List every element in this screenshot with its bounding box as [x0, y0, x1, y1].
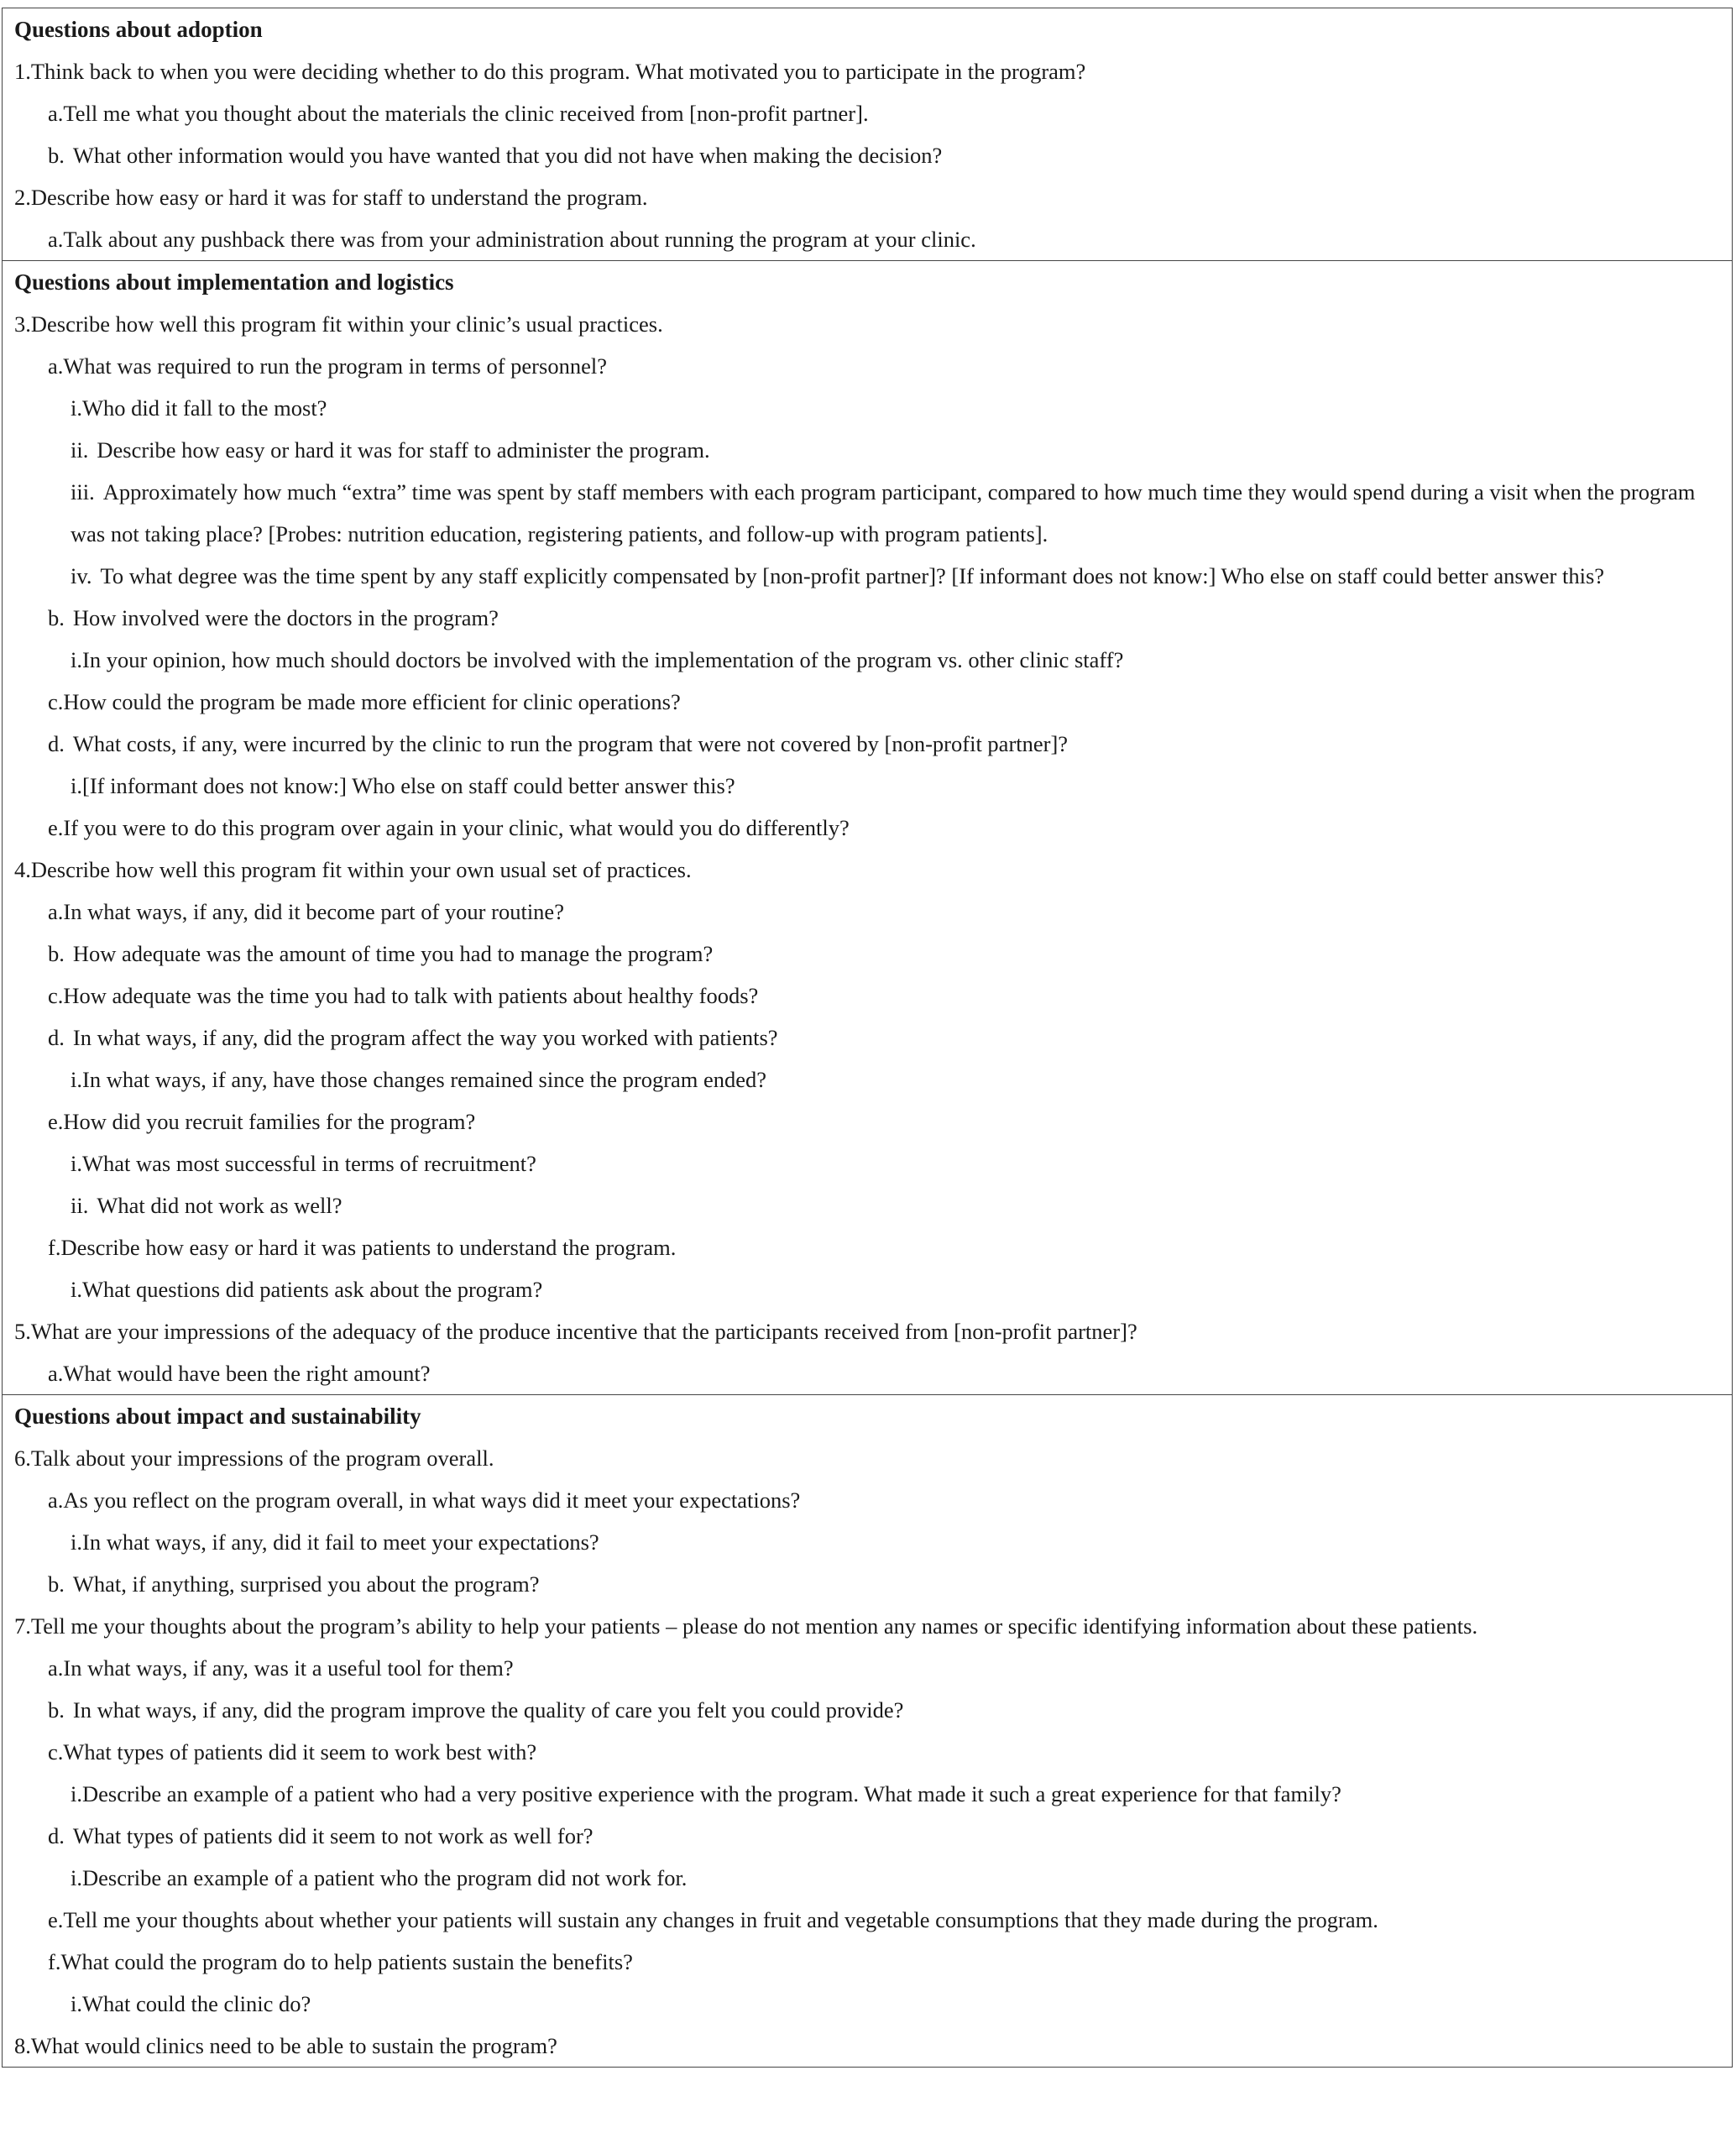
item-marker: e. — [48, 815, 64, 840]
item-text: In what ways, if any, did the program improve the quality of care you felt you could provide? — [72, 1697, 904, 1723]
item-text: In what ways, if any, have those changes remained since the program ended? — [82, 1067, 767, 1092]
sub-question-item — [14, 218, 1720, 260]
section-content — [3, 1395, 1732, 2067]
item-marker: i. — [71, 1865, 82, 1890]
sub-question-item — [14, 92, 1720, 134]
item-marker: i. — [71, 1529, 82, 1555]
item-text: Describe an example of a patient who had a very positive experience with the program. What made it such a great experience for that family? — [82, 1781, 1341, 1806]
item-marker: 7. — [14, 1613, 31, 1639]
item-text: Describe an example of a patient who the program did not work for. — [82, 1865, 688, 1890]
item-text: Describe how well this program fit within your own usual set of practices. — [30, 857, 692, 882]
probe-item — [14, 1059, 1720, 1100]
item-text: Who did it fall to the most? — [82, 395, 327, 421]
item-text: Describe how easy or hard it was for staff to administer the program. — [97, 437, 710, 463]
item-marker: 4. — [14, 857, 31, 882]
item-text: Think back to when you were deciding whether to do this program. What motivated you to participate in the program? — [30, 59, 1086, 84]
section-cell — [3, 261, 1733, 1395]
sub-question-item — [14, 1815, 1720, 1857]
item-text: Talk about any pushback there was from your administration about running the program at your clinic. — [63, 227, 976, 252]
item-text: What costs, if any, were incurred by the clinic to run the program that were not covered by [non-profit partner]? — [72, 731, 1069, 756]
probe-item — [14, 639, 1720, 681]
item-marker: d. — [48, 1823, 65, 1848]
item-marker: a. — [48, 1361, 64, 1386]
item-marker: a. — [48, 353, 64, 379]
item-text: What did not work as well? — [97, 1193, 342, 1218]
item-text: How adequate was the time you had to talk with patients about healthy foods? — [63, 983, 759, 1008]
item-marker: f. — [48, 1235, 61, 1260]
question-item — [14, 1605, 1720, 1647]
sub-question-item — [14, 1226, 1720, 1268]
sub-question-item — [14, 1941, 1720, 1983]
question-item — [14, 849, 1720, 891]
probe-item — [14, 555, 1720, 597]
question-table-body — [3, 8, 1733, 2068]
section-cell — [3, 1395, 1733, 2068]
sub-question-item — [14, 1352, 1720, 1394]
section-content — [3, 261, 1732, 1394]
item-text: What are your impressions of the adequacy of the produce incentive that the participants received from [non-profit partner]? — [30, 1319, 1137, 1344]
probe-item — [14, 387, 1720, 429]
item-text: Tell me what you thought about the materials the clinic received from [non-profit partner]. — [63, 101, 869, 126]
sub-question-item — [14, 134, 1720, 176]
sub-question-item — [14, 1100, 1720, 1142]
probe-item — [14, 765, 1720, 807]
item-marker: ii. — [71, 437, 89, 463]
item-marker: b. — [48, 1697, 65, 1723]
item-text: In your opinion, how much should doctors be involved with the implementation of the program vs. other clinic staff? — [82, 647, 1124, 672]
item-marker: a. — [48, 227, 64, 252]
section-heading: Questions about implementation and logistics — [14, 269, 454, 295]
item-text: What questions did patients ask about the program? — [82, 1277, 543, 1302]
question-item — [14, 303, 1720, 345]
sub-question-item — [14, 975, 1720, 1017]
sub-question-item — [14, 1479, 1720, 1521]
section-heading: Questions about impact and sustainability — [14, 1404, 421, 1429]
section-content — [3, 8, 1732, 260]
sub-question-item — [14, 807, 1720, 849]
item-marker: b. — [48, 143, 65, 168]
sub-question-item — [14, 933, 1720, 975]
question-table — [2, 8, 1733, 2068]
item-marker: ii. — [71, 1193, 89, 1218]
item-marker: c. — [48, 983, 64, 1008]
item-marker: iv. — [71, 563, 92, 588]
item-marker: i. — [71, 1151, 82, 1176]
item-text: What other information would you have wanted that you did not have when making the decision? — [72, 143, 943, 168]
item-marker: b. — [48, 605, 65, 630]
item-marker: i. — [71, 773, 82, 798]
question-item — [14, 1310, 1720, 1352]
item-marker: 6. — [14, 1446, 31, 1471]
probe-item — [14, 1184, 1720, 1226]
item-marker: c. — [48, 1739, 64, 1764]
section-row — [3, 8, 1733, 261]
sub-question-item — [14, 1731, 1720, 1773]
sub-question-item — [14, 1899, 1720, 1941]
item-marker: a. — [48, 1487, 64, 1513]
item-text: What types of patients did it seem to work best with? — [63, 1739, 537, 1764]
section-cell — [3, 8, 1733, 261]
item-text: In what ways, if any, did the program affect the way you worked with patients? — [72, 1025, 778, 1050]
item-marker: i. — [71, 1991, 82, 2016]
item-marker: a. — [48, 1655, 64, 1681]
section-heading: Questions about adoption — [14, 17, 263, 42]
item-marker: c. — [48, 689, 64, 714]
sub-question-item — [14, 1647, 1720, 1689]
item-text: In what ways, if any, did it become part of your routine? — [63, 899, 564, 924]
item-text: Describe how well this program fit within your clinic’s usual practices. — [30, 311, 663, 337]
sub-question-item — [14, 1689, 1720, 1731]
item-marker: d. — [48, 1025, 65, 1050]
item-marker: e. — [48, 1907, 64, 1932]
item-text: What types of patients did it seem to not work as well for? — [72, 1823, 593, 1848]
item-marker: i. — [71, 647, 82, 672]
item-marker: d. — [48, 731, 65, 756]
item-marker: i. — [71, 1781, 82, 1806]
item-marker: 1. — [14, 59, 31, 84]
item-text: If you were to do this program over again in your clinic, what would you do differently? — [63, 815, 850, 840]
item-text: What would have been the right amount? — [63, 1361, 431, 1386]
sub-question-item — [14, 597, 1720, 639]
item-marker: e. — [48, 1109, 64, 1134]
item-text: How could the program be made more efficient for clinic operations? — [63, 689, 681, 714]
item-text: [If informant does not know:] Who else on staff could better answer this? — [82, 773, 735, 798]
probe-item — [14, 1983, 1720, 2025]
sub-question-item — [14, 1017, 1720, 1059]
item-text: What was required to run the program in terms of personnel? — [63, 353, 607, 379]
item-text: What would clinics need to be able to sustain the program? — [30, 2033, 557, 2058]
sub-question-item — [14, 723, 1720, 765]
question-item — [14, 2025, 1720, 2067]
item-text: Talk about your impressions of the program overall. — [30, 1446, 494, 1471]
item-text: In what ways, if any, was it a useful tool for them? — [63, 1655, 514, 1681]
item-text: In what ways, if any, did it fail to meet your expectations? — [82, 1529, 599, 1555]
probe-item — [14, 1142, 1720, 1184]
sub-question-item — [14, 345, 1720, 387]
probe-item — [14, 1268, 1720, 1310]
item-text: What could the clinic do? — [82, 1991, 311, 2016]
item-text: How adequate was the amount of time you had to manage the program? — [72, 941, 714, 966]
item-text: Tell me your thoughts about whether your patients will sustain any changes in fruit and vegetable consumptions that they made during the program. — [63, 1907, 1378, 1932]
probe-item — [14, 429, 1720, 471]
probe-item — [14, 471, 1720, 555]
item-marker: 2. — [14, 185, 31, 210]
item-marker: 8. — [14, 2033, 31, 2058]
probe-item — [14, 1773, 1720, 1815]
item-marker: i. — [71, 1067, 82, 1092]
probe-item — [14, 1857, 1720, 1899]
sub-question-item — [14, 1563, 1720, 1605]
item-marker: iii. — [71, 479, 95, 504]
item-text: Tell me your thoughts about the program’s ability to help your patients – please do not mention any names or specific identifying information about these patients. — [30, 1613, 1478, 1639]
item-text: What, if anything, surprised you about the program? — [72, 1571, 540, 1597]
section-row — [3, 261, 1733, 1395]
item-text: What was most successful in terms of recruitment? — [82, 1151, 536, 1176]
item-text: How involved were the doctors in the program? — [72, 605, 499, 630]
item-marker: i. — [71, 1277, 82, 1302]
item-text: Describe how easy or hard it was for staff to understand the program. — [30, 185, 648, 210]
item-text: As you reflect on the program overall, in what ways did it meet your expectations? — [63, 1487, 801, 1513]
item-text: Approximately how much “extra” time was spent by staff members with each program participant, compared to how much time they would spend during a visit when the program was not taking place? [Probes: nutrition education, registering patients, and follow-up with program patients]. — [71, 479, 1696, 546]
item-text: To what degree was the time spent by any staff explicitly compensated by [non-profit partner]? [If informant does not know:] Who else on staff could better answer this? — [100, 563, 1605, 588]
question-item — [14, 176, 1720, 218]
sub-question-item — [14, 891, 1720, 933]
section-row — [3, 1395, 1733, 2068]
item-marker: 3. — [14, 311, 31, 337]
item-text: Describe how easy or hard it was patients to understand the program. — [60, 1235, 677, 1260]
sub-question-item — [14, 681, 1720, 723]
item-marker: f. — [48, 1949, 61, 1974]
item-marker: b. — [48, 1571, 65, 1597]
question-item — [14, 1437, 1720, 1479]
item-marker: i. — [71, 395, 82, 421]
item-text: What could the program do to help patients sustain the benefits? — [60, 1949, 633, 1974]
item-text: How did you recruit families for the program? — [63, 1109, 476, 1134]
item-marker: 5. — [14, 1319, 31, 1344]
item-marker: a. — [48, 899, 64, 924]
question-item — [14, 50, 1720, 92]
probe-item — [14, 1521, 1720, 1563]
item-marker: b. — [48, 941, 65, 966]
item-marker: a. — [48, 101, 64, 126]
